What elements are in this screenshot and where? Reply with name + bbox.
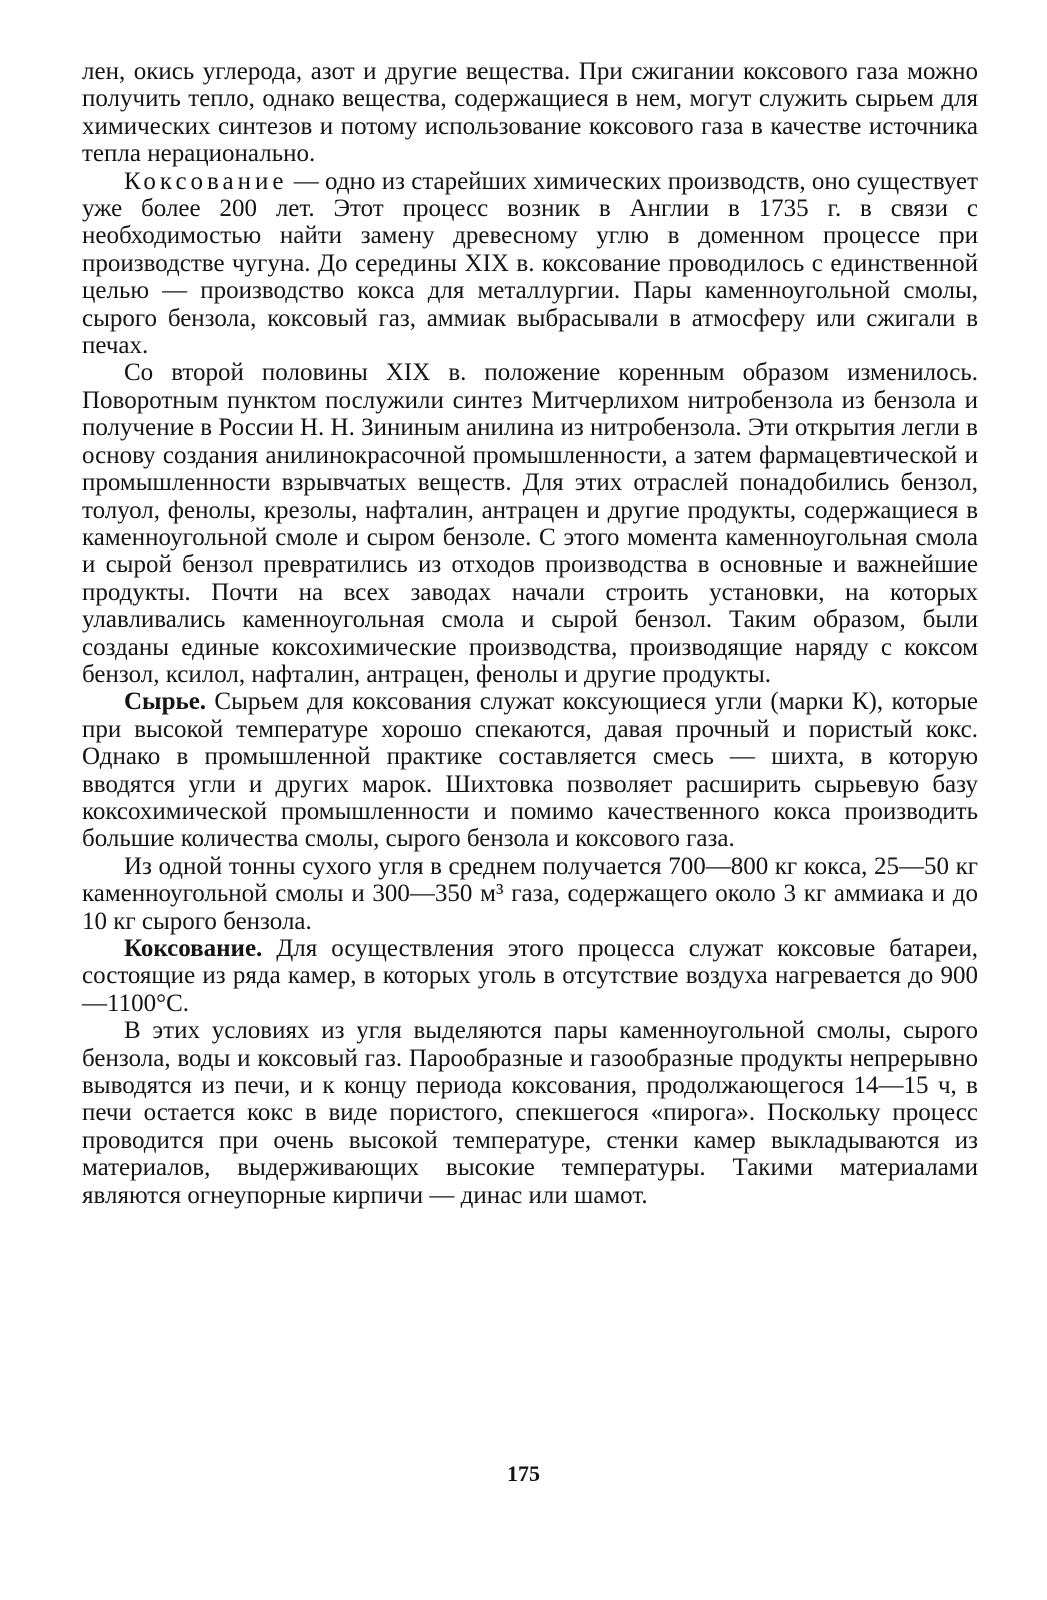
paragraph-continuation [82, 58, 978, 168]
paragraph-nineteenth-century [82, 359, 978, 688]
paragraph-text: Со второй половины XIX в. положение коренным образом изменилось. Поворотным пунктом послужили синтез Митчерлихом нитробензола из бензола и получение в России Н. Н. Зининым анилина из нитробензола. Эти открытия легли в основу создания анилинокрасочной промышленности, а затем фармацевтической и промышленности взрывчатых веществ. Для этих отраслей понадобились бензол, толуол, фенолы, крезолы, нафталин, антрацен и другие продукты, содержащиеся в каменноугольной смоле и сыром бензоле. С этого момента каменноугольная смола и сырой бензол превратились из отходов производства в основные и важнейшие продукты. Почти на всех заводах начали строить установки, на которых улавливались каменноугольная смола и сырой бензол. Таким образом, были созданы единые коксохимические производства, производящие наряду с коксом бензол, ксилол, нафталин, антрацен, фенолы и другие продукты. [82, 359, 978, 688]
paragraph-yield [82, 853, 978, 935]
paragraph-text: лен, окись углерода, азот и другие вещества. При сжигании коксового газа можно получить тепло, однако вещества, содержащиеся в нем, могут служить сырьем для химических синтезов и потому использование коксового газа в качестве источника тепла нерационально. [82, 58, 978, 168]
paragraph-text: Из одной тонны сухого угля в среднем получается 700—800 кг кокса, 25—50 кг каменноугольной смолы и 300—350 м³ газа, содержащего около 3 кг аммиака и до 10 кг сырого бензола. [82, 852, 978, 935]
paragraph-text: Для осуществления этого процесса служат коксовые батареи, состоящие из ряда камер, в которых уголь в отсутствие воздуха нагревается до 900—1100°С. [82, 935, 978, 1017]
paragraph-text: Сырьем для коксования служат коксующиеся угли (марки К), которые при высокой температуре хорошо спекаются, давая прочный и пористый кокс. Однако в промышленной практике составляется смесь — шихта, в которую вводятся угли и других марок. Шихтовка позволяет расширить сырьевую базу коксохимической промышленности и помимо качественного кокса производить большие количества смолы, сырого бензола и коксового газа. [82, 688, 978, 853]
paragraph-text: В этих условиях из угля выделяются пары каменноугольной смолы, сырого бензола, воды и коксовый газ. Парообразные и газообразные продукты непрерывно выводятся из печи, и к концу периода коксования, продолжающегося 14—15 ч, в печи остается кокс в виде пористого, спекшегося «пирога». Поскольку процесс проводится при очень высокой температуре, стенки камер выкладываются из материалов, выдерживающих высокие температуры. Такими материалами являются огнеупорные кирпичи — динас или шамот. [82, 1017, 978, 1209]
paragraph-heading: Коксование. [124, 935, 263, 962]
paragraph-heading: Сырье. [124, 688, 207, 716]
page-body [82, 58, 978, 1209]
paragraph-lead-term: Коксование [124, 167, 288, 195]
paragraph-text: — одно из старейших химических производств, оно существует уже более 200 лет. Этот процесс возник в Англии в 1735 г. в связи с необходимостью найти замену древесному углю в доменном процессе при производстве чугуна. До середины XIX в. коксование проводилось с единственной целью — производство кокса для металлургии. Пары каменноугольной смолы, сырого бензола, коксовый газ, аммиак выбрасывали в атмосферу или сжигали в печах. [82, 167, 978, 360]
page-number: 175 [507, 1461, 540, 1486]
paragraph-coking-process [82, 935, 978, 1017]
paragraph-raw-materials [82, 688, 978, 852]
paragraph-coking-history [82, 168, 978, 360]
paragraph-conditions [82, 1017, 978, 1209]
